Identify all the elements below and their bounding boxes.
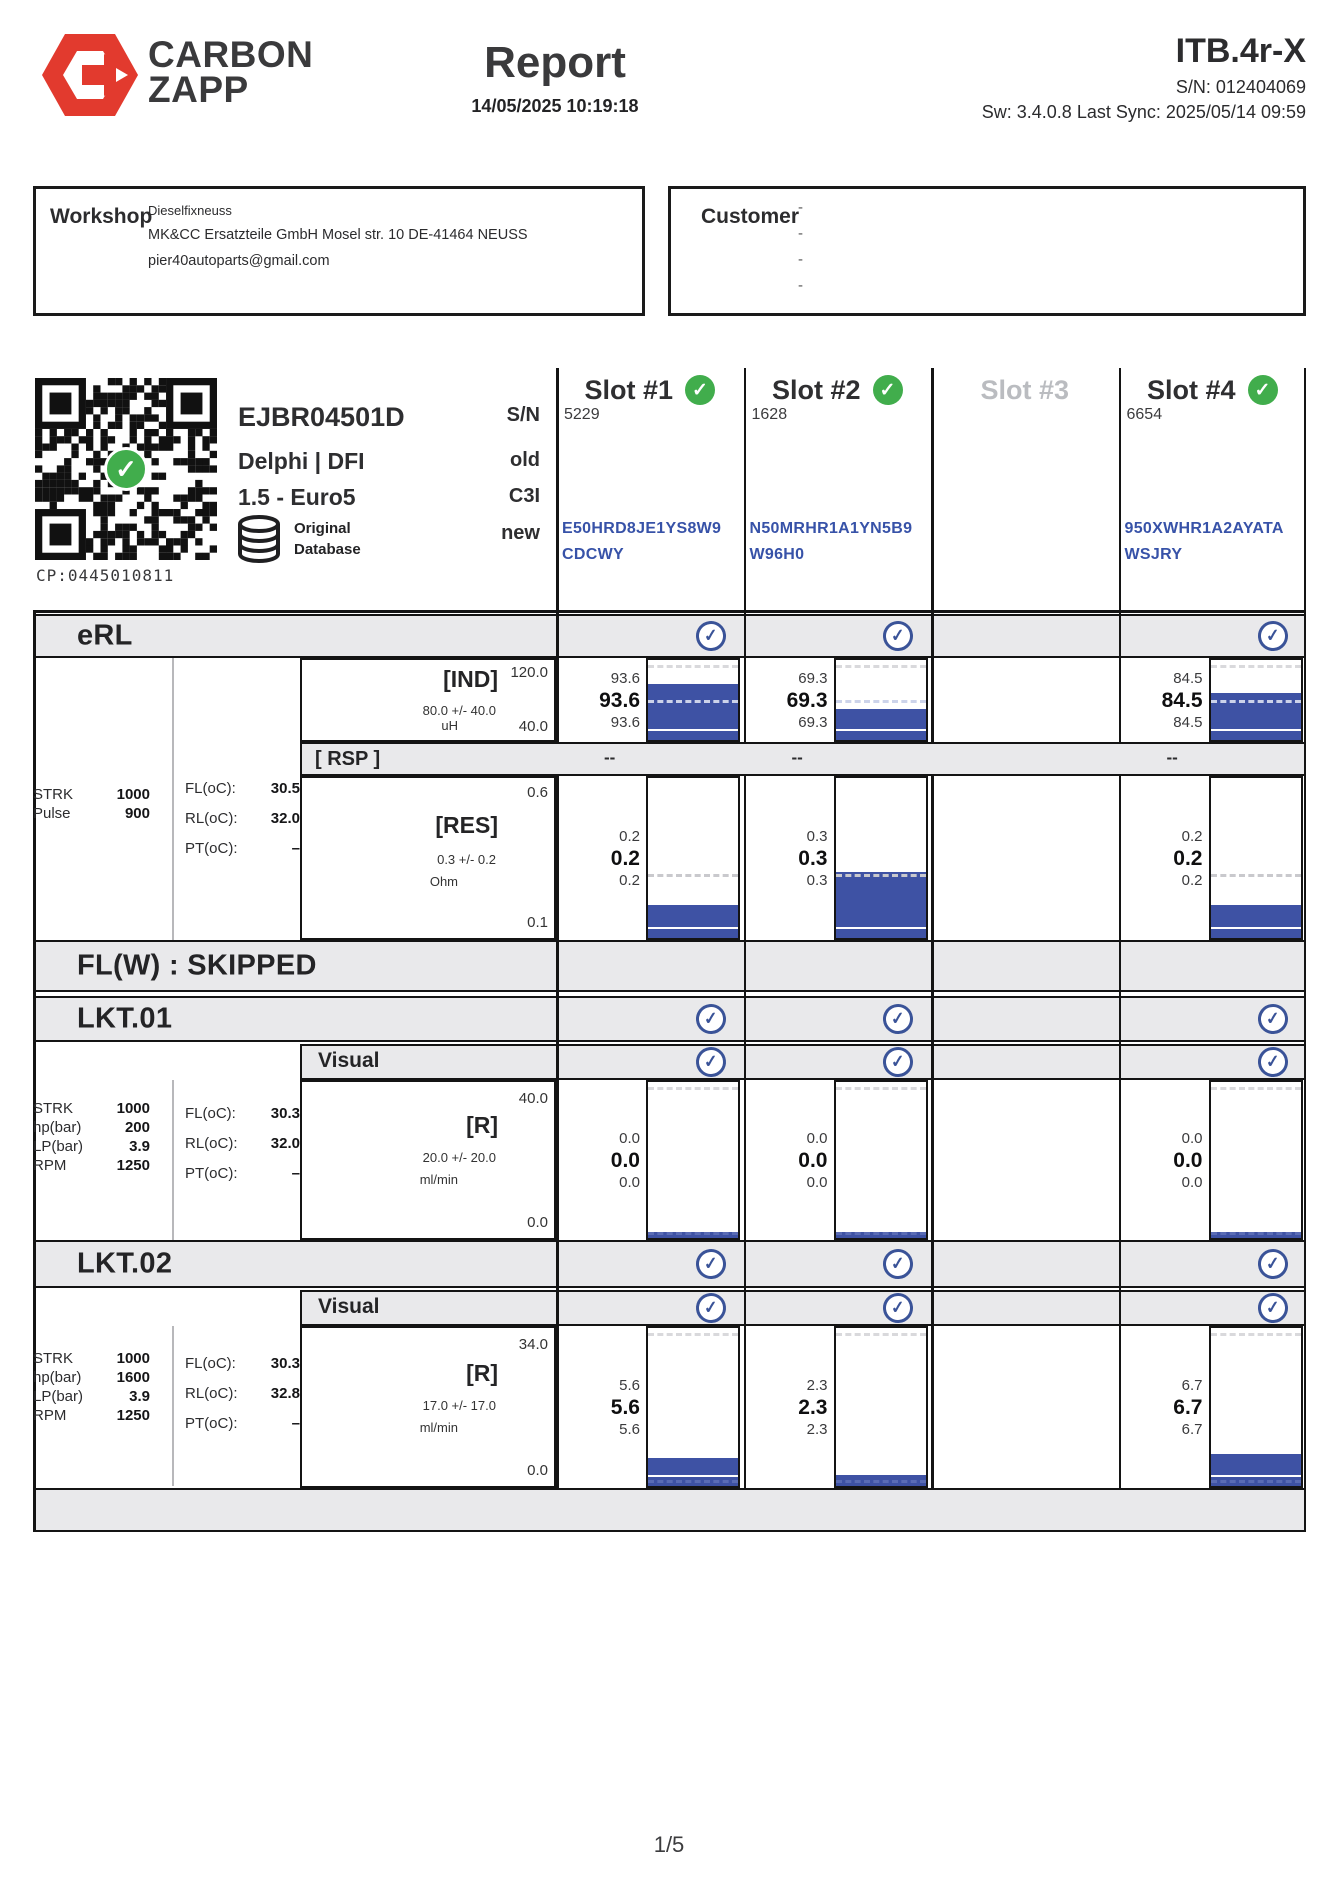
- brand-line1: CARBON: [148, 34, 314, 75]
- param-label: RPM: [33, 1157, 67, 1174]
- bar-highlight: [836, 729, 926, 732]
- check-icon: ✓: [694, 1046, 727, 1079]
- section-title: LKT.01: [77, 1002, 173, 1035]
- value-stack: [558, 776, 640, 940]
- value-max: 93.6: [610, 669, 640, 687]
- temp-value: –: [291, 1415, 300, 1432]
- value-max: 6.7: [1181, 1376, 1203, 1394]
- tolerance-mark: [1211, 665, 1301, 668]
- temp-value: 30.5: [270, 780, 300, 797]
- bar-graph: [1209, 776, 1303, 940]
- logo-icon: [42, 32, 138, 118]
- bar-highlight: [836, 927, 926, 930]
- scale-min: 0.0: [527, 1462, 548, 1479]
- bar-graph: [834, 1326, 928, 1488]
- value-avg: 84.5: [1161, 688, 1203, 712]
- tolerance-mark: [836, 1232, 926, 1235]
- value-min: 5.6: [619, 1420, 640, 1438]
- nominal-mark: [836, 874, 926, 877]
- tolerance-mark: [836, 1087, 926, 1090]
- tolerance-mark: [836, 1333, 926, 1336]
- scale-min: 0.0: [527, 1214, 548, 1231]
- value-stack: [1121, 1080, 1203, 1240]
- nominal-mark: [1211, 874, 1301, 877]
- param-label: Pulse: [33, 805, 71, 822]
- temp-label: FL(oC):: [185, 1355, 236, 1372]
- value-avg: 2.3: [798, 1395, 828, 1419]
- check-icon: ✓: [1257, 1248, 1290, 1281]
- scale-max: 40.0: [518, 1090, 548, 1107]
- scale-max: 120.0: [510, 664, 548, 681]
- bar-graph: [646, 1080, 740, 1240]
- value-avg: 0.0: [798, 1148, 828, 1172]
- cp-number: CP:0445010811: [36, 566, 175, 585]
- nominal-mark: [648, 874, 738, 877]
- slot-header-1: [556, 370, 744, 410]
- divider-line: [33, 610, 1306, 613]
- page-title: Report: [484, 38, 626, 87]
- value-stack: [746, 1080, 828, 1240]
- check-icon: ✓: [882, 1046, 915, 1079]
- param-value: 1000: [116, 1350, 150, 1367]
- row-label-c3i: C3I: [508, 485, 540, 507]
- section-bar-erl: [33, 614, 1306, 658]
- slot-header-2: [744, 370, 932, 410]
- bar-graph: [1209, 1080, 1303, 1240]
- test-ind-label-box: [300, 658, 556, 742]
- temp-label: FL(oC):: [185, 1105, 236, 1122]
- divider-line: [172, 658, 174, 940]
- value-min: 69.3: [798, 713, 828, 731]
- brand-line2: ZAPP: [148, 68, 249, 110]
- param-label: RPM: [33, 1407, 67, 1424]
- value-avg: 0.2: [610, 846, 640, 870]
- tolerance-mark: [648, 1087, 738, 1090]
- report-datetime: 14/05/2025 10:19:18: [471, 96, 639, 116]
- report-header: [415, 38, 695, 117]
- param-label: LP(bar): [33, 1388, 84, 1405]
- test-res-label-box: [300, 776, 556, 940]
- customer-dash: -: [798, 199, 803, 216]
- test-tolerance: 17.0 +/- 17.0: [422, 1398, 496, 1413]
- verified-icon: ✓: [104, 447, 148, 491]
- row-label-old: old: [510, 449, 540, 471]
- slot-serial: 5229: [564, 406, 600, 423]
- value-min: 6.7: [1181, 1420, 1203, 1438]
- device-serial: S/N: 012404069: [1175, 77, 1306, 97]
- bar-highlight: [1211, 927, 1301, 930]
- value-stack: [746, 1326, 828, 1488]
- param-label: hp(bar): [33, 1369, 82, 1386]
- bar-highlight: [648, 1475, 738, 1478]
- value-avg: 0.2: [1173, 846, 1203, 870]
- temp-value: –: [291, 840, 300, 857]
- check-icon: ✓: [1257, 1046, 1290, 1079]
- test-tolerance: 20.0 +/- 20.0: [422, 1150, 496, 1165]
- table-footer-strip: [33, 1488, 1306, 1532]
- test-tolerance: 80.0 +/- 40.0: [422, 703, 496, 718]
- slot-serial: 6654: [1126, 406, 1163, 423]
- slot-new-code: WSJRY: [1124, 546, 1183, 563]
- value-max: 0.0: [1181, 1129, 1203, 1147]
- test-lkt01-r-label-box: [300, 1080, 556, 1240]
- tolerance-mark: [648, 1232, 738, 1235]
- workshop-box: [33, 186, 645, 316]
- verified-icon: ✓: [685, 375, 715, 405]
- check-icon: ✓: [882, 1248, 915, 1281]
- scale-max: 34.0: [518, 1336, 548, 1353]
- check-icon: ✓: [694, 620, 727, 653]
- bar-highlight: [648, 927, 738, 930]
- value-max: 0.3: [806, 827, 828, 845]
- value-avg: 6.7: [1173, 1395, 1203, 1419]
- test-label: [R]: [466, 1112, 498, 1138]
- param-value: 900: [124, 805, 150, 822]
- injector-spec: 1.5 - Euro5: [238, 484, 356, 510]
- qr-code: [35, 378, 217, 560]
- temp-label: FL(oC):: [185, 780, 236, 797]
- param-value: 1250: [116, 1407, 150, 1424]
- check-icon: ✓: [694, 1003, 727, 1036]
- value-max: 0.0: [806, 1129, 828, 1147]
- bar-graph: [834, 658, 928, 742]
- section-bar-lkt02: [33, 1240, 1306, 1288]
- tolerance-mark: [1211, 1232, 1301, 1235]
- tolerance-mark: [836, 665, 926, 668]
- check-icon: ✓: [694, 1292, 727, 1325]
- tolerance-mark: [648, 1333, 738, 1336]
- bar-highlight: [1211, 729, 1301, 732]
- test-label: [R]: [466, 1360, 498, 1386]
- value-max: 69.3: [798, 669, 828, 687]
- test-rsp-bar: [300, 742, 1306, 776]
- value-avg: 93.6: [599, 688, 640, 712]
- row-label-sn: S/N: [506, 404, 540, 426]
- value-min: 84.5: [1173, 713, 1203, 731]
- database-line1: Original: [294, 520, 351, 537]
- check-icon: ✓: [882, 1003, 915, 1036]
- temp-label: PT(oC):: [185, 1415, 238, 1432]
- value-min: 2.3: [806, 1420, 828, 1438]
- slot-divider: [1304, 368, 1307, 1488]
- param-label: STRK: [33, 786, 74, 803]
- temp-value: 30.3: [270, 1105, 300, 1122]
- param-label: hp(bar): [33, 1119, 82, 1136]
- slot-divider: [931, 368, 934, 1488]
- bar-graph: [646, 776, 740, 940]
- rsp-value: --: [1166, 748, 1178, 767]
- bar-graph: [834, 1080, 928, 1240]
- value-avg: 0.0: [1173, 1148, 1203, 1172]
- bar-graph: [646, 658, 740, 742]
- slot-name: Slot #4: [1146, 374, 1236, 405]
- value-stack: [1121, 776, 1203, 940]
- customer-dash: -: [798, 251, 803, 268]
- param-value: 1250: [116, 1157, 150, 1174]
- workshop-label: Workshop: [50, 205, 153, 228]
- slot-new-code: CDCWY: [562, 546, 624, 563]
- tolerance-mark: [836, 1480, 926, 1483]
- customer-label: Customer: [701, 205, 800, 228]
- tolerance-mark: [1211, 1333, 1301, 1336]
- value-max: 5.6: [619, 1376, 640, 1394]
- database-source: [294, 518, 361, 560]
- bar-fill: [648, 684, 738, 740]
- slot-name: Slot #2: [771, 374, 861, 405]
- scale-min: 40.0: [518, 718, 548, 735]
- bar-fill: [836, 709, 926, 740]
- slot-new-code: 950XWHR1A2AYATA: [1124, 520, 1284, 537]
- temp-value: 32.0: [270, 1135, 300, 1152]
- slot-header-3: [931, 370, 1119, 410]
- value-min: 0.2: [1181, 871, 1203, 889]
- test-tolerance: 0.3 +/- 0.2: [437, 852, 496, 867]
- value-stack: [558, 658, 640, 742]
- temp-value: 32.8: [270, 1385, 300, 1402]
- value-min: 0.0: [806, 1173, 828, 1191]
- scale-max: 0.6: [527, 784, 548, 801]
- param-value: 1600: [116, 1369, 150, 1386]
- bar-fill: [1211, 905, 1301, 938]
- visual-bar-lkt02: [300, 1290, 1306, 1326]
- check-icon: ✓: [882, 1292, 915, 1325]
- slot-new-code: W96H0: [749, 546, 805, 563]
- tolerance-mark: [648, 665, 738, 668]
- check-icon: ✓: [694, 1248, 727, 1281]
- database-icon: [236, 514, 282, 566]
- temp-label: PT(oC):: [185, 1165, 238, 1182]
- page-number: 1/5: [653, 1832, 685, 1857]
- visual-bar-lkt01: [300, 1044, 1306, 1080]
- value-avg: 0.0: [610, 1148, 640, 1172]
- check-icon: ✓: [882, 620, 915, 653]
- brand-wordmark: [148, 34, 314, 110]
- value-max: 0.2: [1181, 827, 1203, 845]
- nominal-mark: [648, 700, 738, 703]
- bar-highlight: [648, 729, 738, 732]
- test-label: [IND]: [443, 666, 498, 692]
- section-bar-lkt01: [33, 996, 1306, 1042]
- injector-code: EJBR04501D: [238, 402, 405, 432]
- tolerance-mark: [648, 1480, 738, 1483]
- temp-label: RL(oC):: [185, 1135, 238, 1152]
- value-avg: 5.6: [610, 1395, 640, 1419]
- workshop-name: Dieselfixneuss: [148, 203, 232, 218]
- slot-new-code: E50HRD8JE1YS8W9: [562, 520, 722, 537]
- scale-min: 0.1: [527, 914, 548, 931]
- temp-label: PT(oC):: [185, 840, 238, 857]
- injector-brand: Delphi | DFI: [238, 448, 365, 474]
- verified-icon: ✓: [1248, 375, 1278, 405]
- bar-graph: [834, 776, 928, 940]
- slot-header-4: [1119, 370, 1307, 410]
- bar-graph: [1209, 1326, 1303, 1488]
- check-icon: ✓: [1257, 1292, 1290, 1325]
- customer-dash: -: [798, 277, 803, 294]
- test-label: [ RSP ]: [315, 748, 381, 770]
- visual-label: Visual: [318, 1049, 380, 1072]
- value-stack: [746, 776, 828, 940]
- test-label: [RES]: [435, 812, 498, 838]
- divider-line: [172, 1080, 174, 1240]
- device-software: Sw: 3.4.0.8 Last Sync: 2025/05/14 09:59: [981, 102, 1306, 122]
- check-icon: ✓: [1257, 1003, 1290, 1036]
- bar-graph: [646, 1326, 740, 1488]
- param-label: STRK: [33, 1100, 74, 1117]
- value-min: 0.0: [1181, 1173, 1203, 1191]
- rsp-value: --: [791, 748, 803, 767]
- bar-highlight: [1211, 1475, 1301, 1478]
- temp-value: –: [291, 1165, 300, 1182]
- value-max: 2.3: [806, 1376, 828, 1394]
- value-stack: [558, 1326, 640, 1488]
- rsp-value: --: [604, 748, 616, 767]
- database-line2: Database: [294, 541, 361, 558]
- slot-serial: 1628: [751, 406, 788, 423]
- param-label: STRK: [33, 1350, 74, 1367]
- param-label: LP(bar): [33, 1138, 84, 1155]
- param-value: 200: [124, 1119, 150, 1136]
- slot-name: Slot #1: [584, 374, 674, 405]
- visual-label: Visual: [318, 1295, 380, 1318]
- value-max: 84.5: [1173, 669, 1203, 687]
- test-lkt02-r-label-box: [300, 1326, 556, 1488]
- divider-line: [172, 1326, 174, 1486]
- section-title: eRL: [77, 619, 133, 652]
- verified-icon: ✓: [873, 375, 903, 405]
- section-bar-flw: [33, 940, 1306, 992]
- test-unit: Ohm: [429, 874, 458, 889]
- nominal-mark: [1211, 700, 1301, 703]
- row-label-new: new: [501, 522, 540, 544]
- slot-name: Slot #3: [980, 374, 1070, 405]
- test-unit: uH: [441, 718, 458, 733]
- value-max: 0.2: [619, 827, 640, 845]
- value-stack: [1121, 658, 1203, 742]
- value-min: 0.3: [806, 871, 828, 889]
- param-value: 1000: [116, 1100, 150, 1117]
- tolerance-mark: [1211, 1480, 1301, 1483]
- value-min: 0.0: [619, 1173, 640, 1191]
- bar-fill: [648, 905, 738, 938]
- temp-label: RL(oC):: [185, 1385, 238, 1402]
- check-icon: ✓: [1257, 620, 1290, 653]
- slot-new-code: N50MRHR1A1YN5B9: [749, 520, 913, 537]
- value-max: 0.0: [619, 1129, 640, 1147]
- value-stack: [558, 1080, 640, 1240]
- device-model: ITB.4r-X: [1175, 32, 1306, 70]
- value-min: 0.2: [619, 871, 640, 889]
- device-info: [982, 32, 1306, 123]
- test-unit: ml/min: [419, 1420, 458, 1435]
- test-unit: ml/min: [419, 1172, 458, 1187]
- param-value: 1000: [116, 786, 150, 803]
- section-title: LKT.02: [77, 1247, 173, 1280]
- nominal-mark: [836, 700, 926, 703]
- value-stack: [1121, 1326, 1203, 1488]
- value-min: 93.6: [610, 713, 640, 731]
- workshop-address: MK&CC Ersatzteile GmbH Mosel str. 10 DE-41464 NEUSS: [148, 227, 528, 243]
- customer-dash: -: [798, 225, 803, 242]
- value-stack: [746, 658, 828, 742]
- temp-label: RL(oC):: [185, 810, 238, 827]
- temp-value: 30.3: [270, 1355, 300, 1372]
- param-value: 3.9: [129, 1138, 150, 1155]
- value-avg: 0.3: [798, 846, 828, 870]
- temp-value: 32.0: [270, 810, 300, 827]
- workshop-email: pier40autoparts@gmail.com: [148, 253, 330, 269]
- param-value: 3.9: [129, 1388, 150, 1405]
- tolerance-mark: [1211, 1087, 1301, 1090]
- section-title: FL(W) : SKIPPED: [77, 949, 317, 982]
- value-avg: 69.3: [786, 688, 828, 712]
- customer-box: [668, 186, 1306, 316]
- bar-graph: [1209, 658, 1303, 742]
